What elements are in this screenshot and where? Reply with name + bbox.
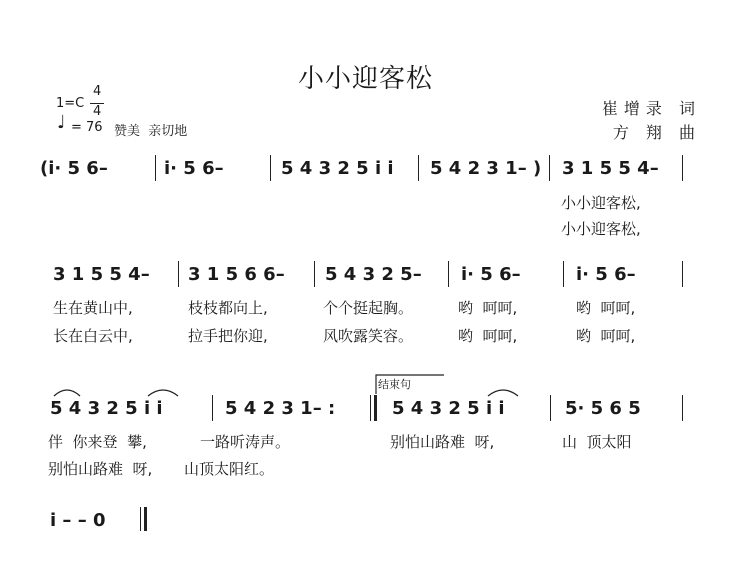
key-signature: 1=C: [56, 96, 85, 111]
tempo-marking: = 76: [71, 120, 103, 135]
measure-r3-4: 5· 5 6 5: [565, 398, 641, 419]
slur: [54, 390, 80, 396]
lyric-r2-2-4: 哟 呵呵,: [458, 327, 518, 345]
lyric-r3-1-2: 一路听涛声。: [200, 433, 291, 451]
lyric-r3-1-4: 山 顶太阳: [562, 433, 632, 451]
slur: [488, 390, 518, 396]
measure-r2-5: i· 5 6–: [576, 264, 636, 285]
lyricist-credit: 崔增录 词: [601, 99, 701, 118]
measure-r2-3: 5 4 3 2 5–: [325, 264, 422, 285]
lyric-r3-2-1: 别怕山路难 呀,: [48, 460, 153, 478]
measure-r1-4: 5 4 2 3 1– ): [430, 158, 542, 179]
measure-r1-2: i· 5 6–: [164, 158, 224, 179]
lyric-r1-line1: 小小迎客松,: [561, 194, 641, 212]
song-title: 小小迎客松: [297, 64, 433, 94]
slur: [148, 390, 178, 396]
measure-r1-1: (i· 5 6–: [40, 158, 108, 179]
lyric-r2-2-3: 风吹露笑容。: [323, 327, 414, 345]
measure-r2-1: 3 1 5 5 4–: [53, 264, 150, 285]
measure-r1-3: 5 4 3 2 5 i i: [281, 158, 394, 179]
lyric-r2-2-1: 长在白云中,: [53, 327, 133, 345]
meter-bottom: 4: [93, 104, 102, 119]
measure-r2-4: i· 5 6–: [461, 264, 521, 285]
measure-r3-1: 5 4 3 2 5 i i: [50, 398, 163, 419]
lyric-r2-1-2: 枝枝都向上,: [188, 299, 268, 317]
measure-r4-1: i – – 0: [50, 510, 106, 531]
measure-r3-2: 5 4 2 3 1– :: [225, 398, 336, 419]
lyric-r2-2-5: 哟 呵呵,: [576, 327, 636, 345]
lyric-r3-1-1: 伴 你来登 攀,: [48, 433, 147, 451]
lyric-r2-2-2: 拉手把你迎,: [188, 327, 268, 345]
lyric-r2-1-5: 哟 呵呵,: [576, 299, 636, 317]
lyric-r1-line2: 小小迎客松,: [561, 220, 641, 238]
lyric-r2-1-4: 哟 呵呵,: [458, 299, 518, 317]
measure-r2-2: 3 1 5 6 6–: [188, 264, 285, 285]
measure-r3-3: 5 4 3 2 5 i i: [392, 398, 505, 419]
expression-marking: 赞美 亲切地: [114, 124, 188, 139]
ending-label: 结束句: [378, 378, 411, 391]
lyric-r3-1-3: 别怕山路难 呀,: [390, 433, 495, 451]
lyric-r2-1-3: 个个挺起胸。: [323, 299, 414, 317]
quarter-note-icon: ♩: [57, 112, 66, 133]
lyric-r3-2-2: 山顶太阳红。: [184, 460, 275, 478]
meter-top: 4: [93, 84, 102, 99]
lyric-r2-1-1: 生在黄山中,: [53, 299, 133, 317]
ending-bracket: [376, 375, 444, 394]
composer-credit: 方 翔 曲: [612, 123, 701, 142]
measure-r1-5: 3 1 5 5 4–: [562, 158, 659, 179]
